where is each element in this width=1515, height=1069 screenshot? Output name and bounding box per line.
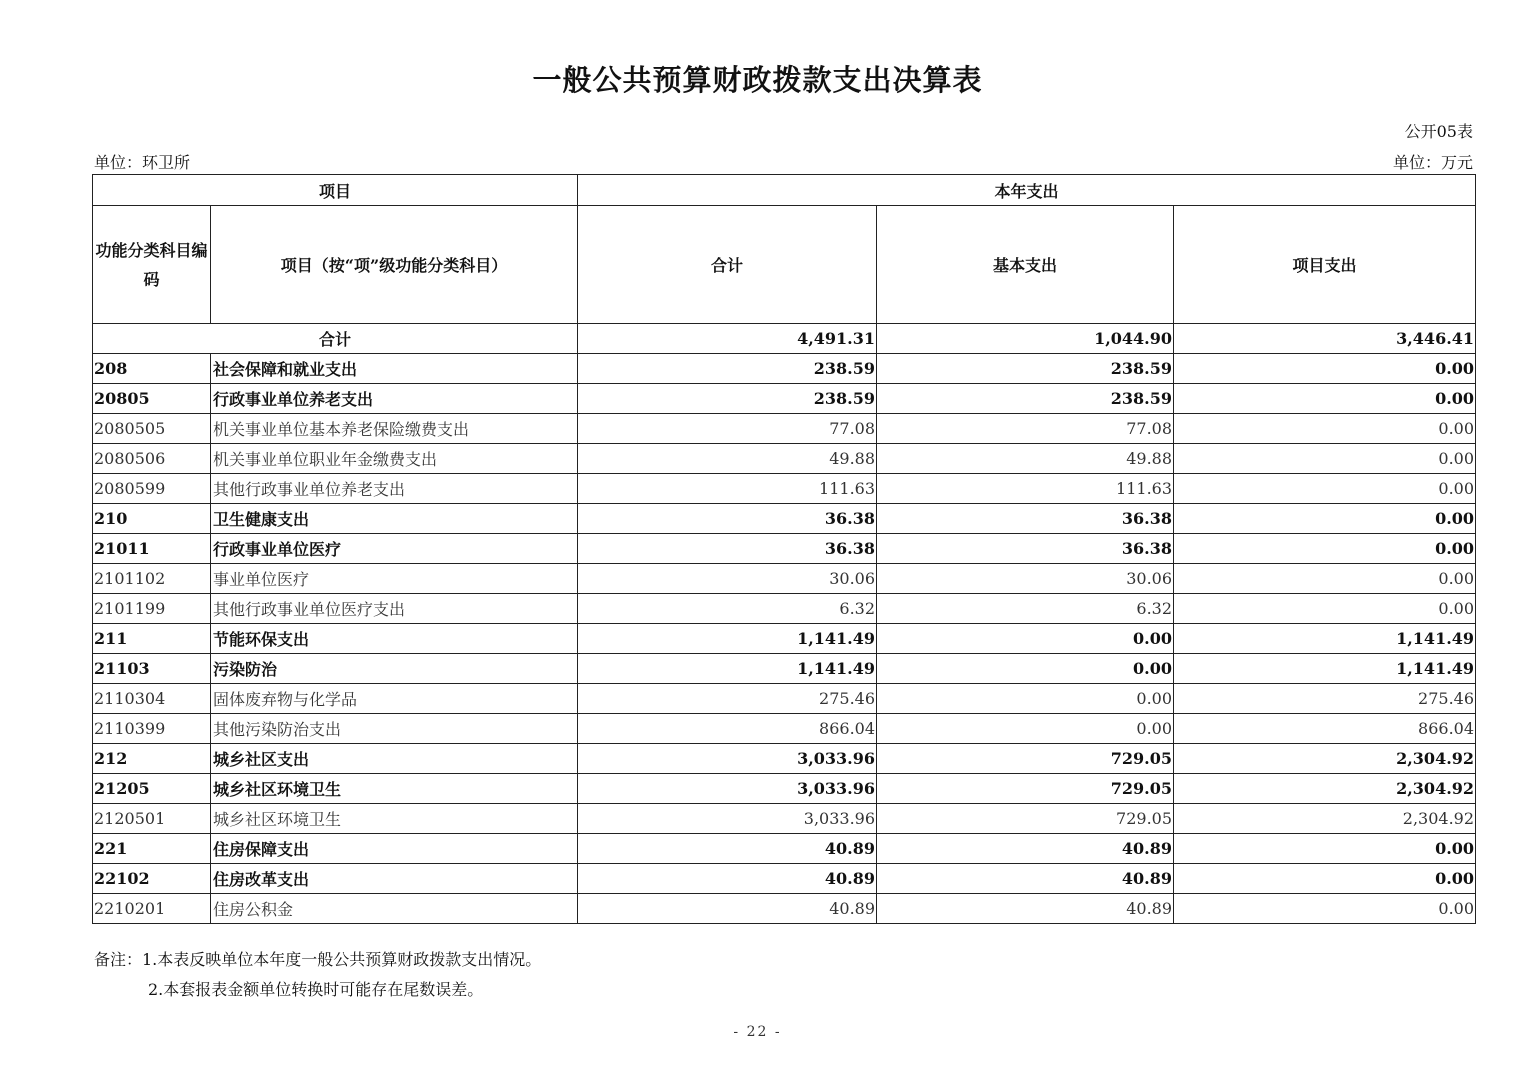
- expenditure-table: [92, 174, 1476, 924]
- table-row: [93, 624, 1476, 654]
- header-project: 项目: [93, 175, 578, 206]
- table-row: [93, 354, 1476, 384]
- row-name: 卫生健康支出: [211, 504, 578, 534]
- row-code: 212: [93, 744, 211, 774]
- table-row: [93, 894, 1476, 924]
- row-project: 866.04: [1174, 714, 1476, 744]
- total-basic: 1,044.90: [877, 324, 1174, 354]
- row-code: 210: [93, 504, 211, 534]
- row-basic: 30.06: [877, 564, 1174, 594]
- row-code: 2080599: [93, 474, 211, 504]
- row-project: 0.00: [1174, 864, 1476, 894]
- row-basic: 0.00: [877, 654, 1174, 684]
- header-total: 合计: [578, 206, 877, 324]
- row-total: 36.38: [578, 504, 877, 534]
- row-code: 208: [93, 354, 211, 384]
- row-total: 111.63: [578, 474, 877, 504]
- table-row: [93, 444, 1476, 474]
- row-total: 3,033.96: [578, 774, 877, 804]
- row-project: 275.46: [1174, 684, 1476, 714]
- row-code: 21011: [93, 534, 211, 564]
- row-total: 3,033.96: [578, 804, 877, 834]
- row-project: 0.00: [1174, 384, 1476, 414]
- row-basic: 36.38: [877, 504, 1174, 534]
- table-body: [93, 324, 1476, 924]
- table-row: [93, 744, 1476, 774]
- row-total: 3,033.96: [578, 744, 877, 774]
- row-name: 机关事业单位基本养老保险缴费支出: [211, 414, 578, 444]
- row-basic: 0.00: [877, 624, 1174, 654]
- row-name: 住房保障支出: [211, 834, 578, 864]
- row-name: 污染防治: [211, 654, 578, 684]
- table-row: [93, 864, 1476, 894]
- row-name: 其他污染防治支出: [211, 714, 578, 744]
- row-name: 城乡社区环境卫生: [211, 804, 578, 834]
- table-row: [93, 684, 1476, 714]
- row-project: 0.00: [1174, 354, 1476, 384]
- table-row: [93, 504, 1476, 534]
- row-code: 2080505: [93, 414, 211, 444]
- row-total: 866.04: [578, 714, 877, 744]
- table-row: [93, 474, 1476, 504]
- row-basic: 729.05: [877, 744, 1174, 774]
- reporting-unit: 单位：环卫所: [94, 153, 191, 172]
- total-label: 合计: [93, 324, 578, 354]
- table-row: [93, 414, 1476, 444]
- row-code: 2120501: [93, 804, 211, 834]
- row-total: 36.38: [578, 534, 877, 564]
- row-name: 机关事业单位职业年金缴费支出: [211, 444, 578, 474]
- row-total: 1,141.49: [578, 654, 877, 684]
- row-total: 238.59: [578, 384, 877, 414]
- row-project: 0.00: [1174, 444, 1476, 474]
- total-row: [93, 324, 1476, 354]
- row-project: 0.00: [1174, 594, 1476, 624]
- table-row: [93, 594, 1476, 624]
- row-name: 其他行政事业单位医疗支出: [211, 594, 578, 624]
- row-total: 238.59: [578, 354, 877, 384]
- header-year-expense: 本年支出: [578, 175, 1476, 206]
- row-code: 2101102: [93, 564, 211, 594]
- total-project: 3,446.41: [1174, 324, 1476, 354]
- row-total: 1,141.49: [578, 624, 877, 654]
- row-name: 事业单位医疗: [211, 564, 578, 594]
- row-project: 1,141.49: [1174, 624, 1476, 654]
- row-code: 2110399: [93, 714, 211, 744]
- row-code: 211: [93, 624, 211, 654]
- note-2: 2.本套报表金额单位转换时可能存在尾数误差。: [148, 980, 484, 999]
- row-code: 2110304: [93, 684, 211, 714]
- row-code: 2080506: [93, 444, 211, 474]
- row-basic: 77.08: [877, 414, 1174, 444]
- header-basic: 基本支出: [877, 206, 1174, 324]
- row-total: 6.32: [578, 594, 877, 624]
- row-project: 1,141.49: [1174, 654, 1476, 684]
- header-project-expense: 项目支出: [1174, 206, 1476, 324]
- form-number: 公开05表: [1404, 122, 1473, 141]
- table-row: [93, 774, 1476, 804]
- row-total: 49.88: [578, 444, 877, 474]
- row-basic: 36.38: [877, 534, 1174, 564]
- header-code: 功能分类科目编码: [93, 206, 211, 324]
- row-basic: 111.63: [877, 474, 1174, 504]
- row-basic: 238.59: [877, 354, 1174, 384]
- row-basic: 40.89: [877, 864, 1174, 894]
- row-total: 275.46: [578, 684, 877, 714]
- row-basic: 40.89: [877, 894, 1174, 924]
- row-basic: 49.88: [877, 444, 1174, 474]
- row-name: 其他行政事业单位养老支出: [211, 474, 578, 504]
- row-code: 21103: [93, 654, 211, 684]
- row-total: 40.89: [578, 834, 877, 864]
- row-total: 30.06: [578, 564, 877, 594]
- total-sum: 4,491.31: [578, 324, 877, 354]
- row-name: 固体废弃物与化学品: [211, 684, 578, 714]
- table-row: [93, 384, 1476, 414]
- row-total: 77.08: [578, 414, 877, 444]
- row-code: 22102: [93, 864, 211, 894]
- row-code: 21205: [93, 774, 211, 804]
- row-basic: 6.32: [877, 594, 1174, 624]
- table-row: [93, 834, 1476, 864]
- row-name: 住房改革支出: [211, 864, 578, 894]
- row-project: 0.00: [1174, 504, 1476, 534]
- note-1: 备注：1.本表反映单位本年度一般公共预算财政拨款支出情况。: [94, 950, 542, 969]
- row-name: 城乡社区环境卫生: [211, 774, 578, 804]
- table-row: [93, 564, 1476, 594]
- row-name: 节能环保支出: [211, 624, 578, 654]
- row-name: 城乡社区支出: [211, 744, 578, 774]
- row-project: 2,304.92: [1174, 774, 1476, 804]
- notes: [94, 945, 541, 1005]
- row-project: 2,304.92: [1174, 744, 1476, 774]
- row-project: 0.00: [1174, 414, 1476, 444]
- row-project: 0.00: [1174, 834, 1476, 864]
- row-total: 40.89: [578, 894, 877, 924]
- row-code: 2210201: [93, 894, 211, 924]
- row-name: 住房公积金: [211, 894, 578, 924]
- row-code: 2101199: [93, 594, 211, 624]
- row-basic: 40.89: [877, 834, 1174, 864]
- row-basic: 0.00: [877, 684, 1174, 714]
- row-name: 行政事业单位医疗: [211, 534, 578, 564]
- header-item: 项目（按“项”级功能分类科目）: [211, 206, 578, 324]
- row-project: 0.00: [1174, 564, 1476, 594]
- row-total: 40.89: [578, 864, 877, 894]
- row-name: 行政事业单位养老支出: [211, 384, 578, 414]
- table-row: [93, 534, 1476, 564]
- row-basic: 238.59: [877, 384, 1174, 414]
- row-name: 社会保障和就业支出: [211, 354, 578, 384]
- row-code: 20805: [93, 384, 211, 414]
- table-row: [93, 654, 1476, 684]
- row-project: 0.00: [1174, 894, 1476, 924]
- row-basic: 729.05: [877, 774, 1174, 804]
- table-row: [93, 714, 1476, 744]
- row-basic: 0.00: [877, 714, 1174, 744]
- row-project: 0.00: [1174, 474, 1476, 504]
- row-project: 2,304.92: [1174, 804, 1476, 834]
- row-project: 0.00: [1174, 534, 1476, 564]
- row-code: 221: [93, 834, 211, 864]
- currency-unit: 单位：万元: [1392, 153, 1473, 172]
- table-row: [93, 804, 1476, 834]
- page-title: 一般公共预算财政拨款支出决算表: [532, 63, 983, 97]
- row-basic: 729.05: [877, 804, 1174, 834]
- page-number: - 22 -: [733, 1024, 782, 1040]
